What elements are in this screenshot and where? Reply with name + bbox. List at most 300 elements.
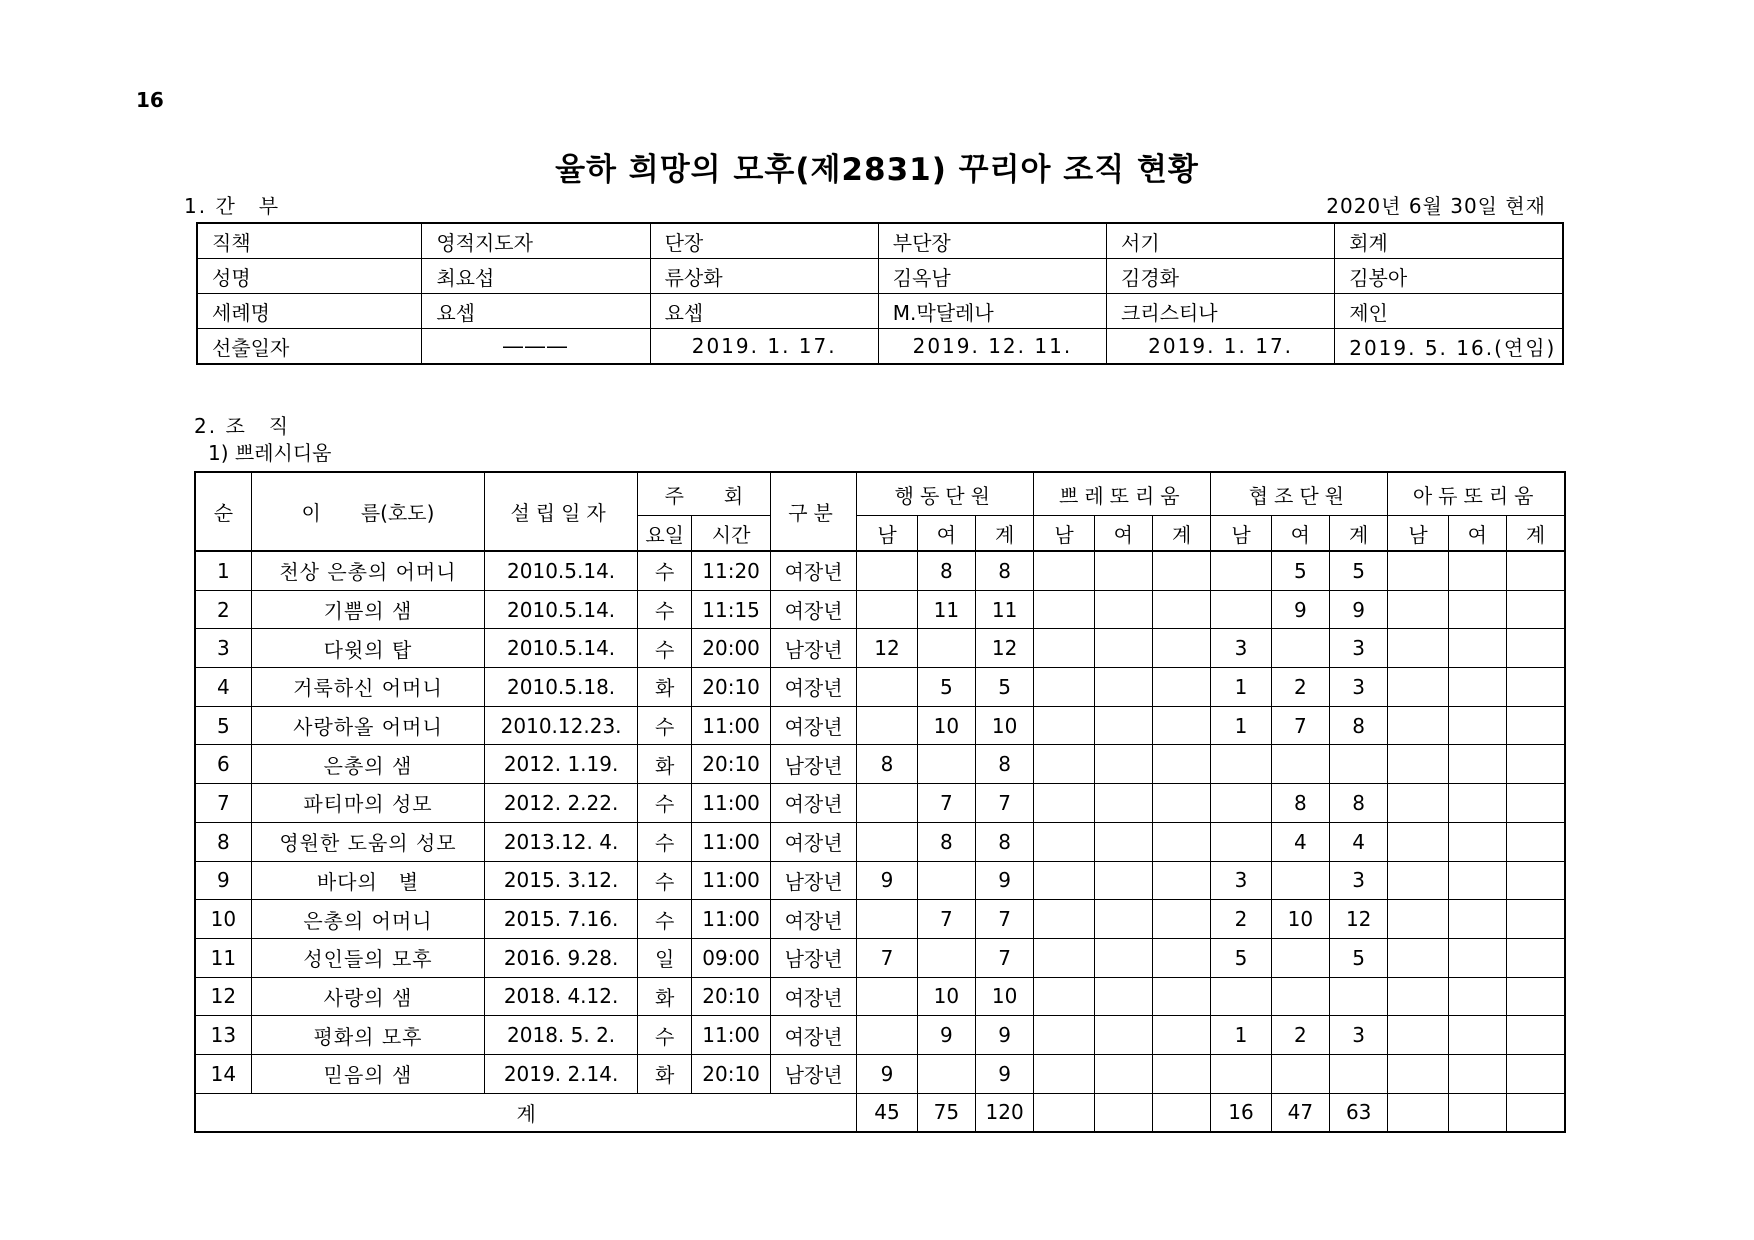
header-total: 계 — [1152, 516, 1210, 552]
auxiliary-male: 1 — [1211, 706, 1271, 745]
praesidium-name: 사랑하올 어머니 — [251, 706, 484, 745]
adjutorium-female — [1448, 977, 1506, 1016]
pretorium-female — [1094, 822, 1152, 861]
pretorium-male — [1034, 1054, 1094, 1093]
auxiliary-female: 2 — [1271, 668, 1329, 707]
active-female — [917, 629, 975, 668]
praesidium-name: 믿음의 샘 — [251, 1054, 484, 1093]
pretorium-total — [1152, 900, 1210, 939]
pretorium-total — [1152, 745, 1210, 784]
auxiliary-female: 10 — [1271, 900, 1329, 939]
active-total: 5 — [975, 668, 1033, 707]
auxiliary-total: 3 — [1330, 861, 1388, 900]
officers-row-label — [197, 223, 422, 259]
praesidium-name: 파티마의 성모 — [251, 784, 484, 823]
auxiliary-male: 3 — [1211, 861, 1271, 900]
adjutorium-total — [1507, 590, 1566, 629]
founded-date: 2010.5.14. — [485, 551, 638, 590]
pretorium-total — [1152, 551, 1210, 590]
cell-text: 부단장 — [892, 230, 951, 255]
adjutorium-female — [1448, 900, 1506, 939]
praesidium-name: 평화의 모후 — [251, 1016, 484, 1055]
founded-date: 2010.5.14. — [485, 629, 638, 668]
table-row — [195, 822, 1565, 861]
row-number: 6 — [195, 745, 251, 784]
adjutorium-female — [1448, 861, 1506, 900]
cell-text: M.막달레나 — [892, 300, 994, 325]
active-total: 10 — [975, 706, 1033, 745]
pretorium-male — [1034, 822, 1094, 861]
active-total: 7 — [975, 938, 1033, 977]
active-female — [917, 1054, 975, 1093]
category: 남장년 — [770, 629, 857, 668]
table-row — [195, 1016, 1565, 1055]
meeting-time: 09:00 — [692, 938, 770, 977]
officers-column-header — [1335, 223, 1563, 259]
auxiliary-male: 5 — [1211, 938, 1271, 977]
adjutorium-total — [1507, 706, 1566, 745]
active-male — [857, 900, 917, 939]
meeting-weekday: 화 — [638, 745, 692, 784]
adjutorium-male — [1388, 977, 1448, 1016]
cell-text: 제인 — [1349, 300, 1388, 325]
active-female: 8 — [917, 822, 975, 861]
praesidium-name: 사랑의 샘 — [251, 977, 484, 1016]
meeting-weekday: 화 — [638, 668, 692, 707]
auxiliary-total: 8 — [1330, 784, 1388, 823]
total-active-male: 45 — [857, 1093, 917, 1132]
adjutorium-total — [1507, 977, 1566, 1016]
active-male: 8 — [857, 745, 917, 784]
meeting-time: 11:00 — [692, 861, 770, 900]
pretorium-male — [1034, 668, 1094, 707]
pretorium-female — [1094, 706, 1152, 745]
officers-cell — [878, 259, 1106, 294]
total-adjutorium-male — [1388, 1093, 1448, 1132]
adjutorium-total — [1507, 1016, 1566, 1055]
total-pretorium-female — [1094, 1093, 1152, 1132]
header-category: 구분 — [770, 472, 857, 551]
adjutorium-male — [1388, 1054, 1448, 1093]
active-total: 10 — [975, 977, 1033, 1016]
founded-date: 2018. 4.12. — [485, 977, 638, 1016]
adjutorium-total — [1507, 938, 1566, 977]
active-female: 5 — [917, 668, 975, 707]
table-row — [195, 977, 1565, 1016]
officers-cell — [650, 294, 878, 329]
total-auxiliary-female: 47 — [1271, 1093, 1329, 1132]
pretorium-male — [1034, 900, 1094, 939]
pretorium-female — [1094, 668, 1152, 707]
category: 여장년 — [770, 784, 857, 823]
pretorium-male — [1034, 1016, 1094, 1055]
auxiliary-female: 2 — [1271, 1016, 1329, 1055]
auxiliary-male — [1211, 590, 1271, 629]
praesidium-name: 천상 은총의 어머니 — [251, 551, 484, 590]
auxiliary-female — [1271, 1054, 1329, 1093]
cell-text: 서기 — [1121, 230, 1160, 255]
active-female: 10 — [917, 977, 975, 1016]
section1-heading: 1. 간 부 — [184, 194, 281, 218]
table-row — [195, 784, 1565, 823]
meeting-weekday: 수 — [638, 822, 692, 861]
adjutorium-total — [1507, 1054, 1566, 1093]
auxiliary-female — [1271, 938, 1329, 977]
auxiliary-male — [1211, 1054, 1271, 1093]
auxiliary-male — [1211, 977, 1271, 1016]
auxiliary-female: 7 — [1271, 706, 1329, 745]
auxiliary-male: 2 — [1211, 900, 1271, 939]
active-male: 9 — [857, 1054, 917, 1093]
meeting-time: 20:10 — [692, 745, 770, 784]
category: 여장년 — [770, 668, 857, 707]
officers-cell — [1107, 259, 1335, 294]
officers-row-label — [197, 329, 422, 365]
active-male — [857, 1016, 917, 1055]
adjutorium-male — [1388, 938, 1448, 977]
pretorium-female — [1094, 938, 1152, 977]
table-row — [195, 861, 1565, 900]
cell-text: 2019. 12. 11. — [912, 334, 1073, 358]
active-total: 9 — [975, 1016, 1033, 1055]
header-founded: 설립일자 — [485, 472, 638, 551]
officers-cell — [422, 259, 650, 294]
auxiliary-total: 4 — [1330, 822, 1388, 861]
header-adjutorium: 아듀또리움 — [1388, 472, 1565, 516]
category: 남장년 — [770, 745, 857, 784]
total-active-female: 75 — [917, 1093, 975, 1132]
meeting-time: 11:15 — [692, 590, 770, 629]
meeting-weekday: 수 — [638, 590, 692, 629]
row-number: 13 — [195, 1016, 251, 1055]
meeting-time: 11:00 — [692, 706, 770, 745]
cell-text: 성명 — [212, 265, 251, 290]
table-row — [195, 590, 1565, 629]
active-female: 7 — [917, 784, 975, 823]
active-female — [917, 745, 975, 784]
header-male: 남 — [1211, 516, 1271, 552]
pretorium-male — [1034, 861, 1094, 900]
auxiliary-female: 4 — [1271, 822, 1329, 861]
auxiliary-total: 5 — [1330, 551, 1388, 590]
auxiliary-male — [1211, 745, 1271, 784]
category: 여장년 — [770, 551, 857, 590]
meeting-time: 20:00 — [692, 629, 770, 668]
cell-text: 크리스티나 — [1121, 300, 1218, 325]
praesidium-name: 거룩하신 어머니 — [251, 668, 484, 707]
auxiliary-total — [1330, 1054, 1388, 1093]
adjutorium-male — [1388, 822, 1448, 861]
pretorium-female — [1094, 861, 1152, 900]
row-number: 14 — [195, 1054, 251, 1093]
header-male: 남 — [1388, 516, 1448, 552]
header-pretorium: 쁘레또리움 — [1034, 472, 1211, 516]
meeting-weekday: 수 — [638, 784, 692, 823]
category: 여장년 — [770, 706, 857, 745]
meeting-time: 11:20 — [692, 551, 770, 590]
adjutorium-total — [1507, 745, 1566, 784]
auxiliary-total — [1330, 977, 1388, 1016]
officers-row — [197, 259, 1563, 294]
pretorium-female — [1094, 629, 1152, 668]
praesidium-name: 은총의 샘 — [251, 745, 484, 784]
row-number: 9 — [195, 861, 251, 900]
founded-date: 2010.5.18. — [485, 668, 638, 707]
pretorium-male — [1034, 629, 1094, 668]
founded-date: 2012. 2.22. — [485, 784, 638, 823]
header-female: 여 — [1094, 516, 1152, 552]
adjutorium-male — [1388, 784, 1448, 823]
adjutorium-female — [1448, 551, 1506, 590]
active-male — [857, 590, 917, 629]
cell-text: 2019. 1. 17. — [691, 334, 837, 358]
auxiliary-female — [1271, 745, 1329, 784]
pretorium-total — [1152, 1016, 1210, 1055]
active-female: 9 — [917, 1016, 975, 1055]
founded-date: 2012. 1.19. — [485, 745, 638, 784]
header-active-members: 행동단원 — [857, 472, 1034, 516]
header-weekly-meeting: 주 회 — [638, 472, 771, 516]
officers-cell — [1107, 294, 1335, 329]
founded-date: 2019. 2.14. — [485, 1054, 638, 1093]
row-number: 4 — [195, 668, 251, 707]
active-total: 8 — [975, 822, 1033, 861]
meeting-weekday: 일 — [638, 938, 692, 977]
meeting-time: 11:00 — [692, 1016, 770, 1055]
adjutorium-female — [1448, 629, 1506, 668]
page-title: 율하 희망의 모후(제2831) 꾸리아 조직 현황 — [555, 152, 1199, 188]
officers-column-header — [1107, 223, 1335, 259]
meeting-weekday: 수 — [638, 706, 692, 745]
active-total: 11 — [975, 590, 1033, 629]
active-total: 7 — [975, 900, 1033, 939]
adjutorium-total — [1507, 629, 1566, 668]
total-adjutorium-female — [1448, 1093, 1506, 1132]
section2-heading: 2. 조 직 — [194, 414, 291, 438]
meeting-weekday: 수 — [638, 551, 692, 590]
cell-text: 2019. 5. 16.(연임) — [1349, 335, 1557, 360]
meeting-time: 11:00 — [692, 900, 770, 939]
active-male — [857, 706, 917, 745]
pretorium-male — [1034, 706, 1094, 745]
pretorium-total — [1152, 861, 1210, 900]
meeting-weekday: 수 — [638, 900, 692, 939]
praesidium-name: 영원한 도움의 성모 — [251, 822, 484, 861]
adjutorium-female — [1448, 784, 1506, 823]
officers-row-label — [197, 259, 422, 294]
cell-text: 2019. 1. 17. — [1148, 334, 1294, 358]
cell-text: 류상화 — [664, 265, 723, 290]
active-total: 8 — [975, 551, 1033, 590]
table-row — [195, 745, 1565, 784]
row-number: 8 — [195, 822, 251, 861]
officers-cell — [878, 294, 1106, 329]
total-active-total: 120 — [975, 1093, 1033, 1132]
active-male — [857, 668, 917, 707]
pretorium-male — [1034, 590, 1094, 629]
adjutorium-total — [1507, 822, 1566, 861]
page-number: 16 — [136, 88, 164, 112]
table-row — [195, 938, 1565, 977]
row-number: 5 — [195, 706, 251, 745]
officers-cell — [1107, 329, 1335, 365]
adjutorium-total — [1507, 900, 1566, 939]
auxiliary-total: 8 — [1330, 706, 1388, 745]
auxiliary-male — [1211, 822, 1271, 861]
auxiliary-female — [1271, 629, 1329, 668]
auxiliary-male: 3 — [1211, 629, 1271, 668]
officers-column-header — [422, 223, 650, 259]
adjutorium-total — [1507, 861, 1566, 900]
praesidium-name: 기쁨의 샘 — [251, 590, 484, 629]
pretorium-male — [1034, 551, 1094, 590]
total-auxiliary-male: 16 — [1211, 1093, 1271, 1132]
officers-header-row — [197, 223, 1563, 259]
officers-row-label — [197, 294, 422, 329]
founded-date: 2015. 7.16. — [485, 900, 638, 939]
officers-cell — [422, 294, 650, 329]
adjutorium-female — [1448, 745, 1506, 784]
officers-cell — [422, 329, 650, 365]
officers-cell — [1335, 329, 1563, 365]
adjutorium-male — [1388, 1016, 1448, 1055]
officers-row — [197, 294, 1563, 329]
row-number: 10 — [195, 900, 251, 939]
active-male: 7 — [857, 938, 917, 977]
pretorium-male — [1034, 977, 1094, 1016]
auxiliary-total — [1330, 745, 1388, 784]
pretorium-female — [1094, 784, 1152, 823]
row-number: 1 — [195, 551, 251, 590]
auxiliary-total: 5 — [1330, 938, 1388, 977]
active-total: 7 — [975, 784, 1033, 823]
category: 여장년 — [770, 590, 857, 629]
row-number: 3 — [195, 629, 251, 668]
praesidium-subheading: 1) 쁘레시디움 — [208, 441, 332, 465]
founded-date: 2010.12.23. — [485, 706, 638, 745]
category: 남장년 — [770, 938, 857, 977]
active-female — [917, 938, 975, 977]
cell-text: 요셉 — [664, 300, 704, 325]
officers-table — [196, 222, 1564, 365]
founded-date: 2016. 9.28. — [485, 938, 638, 977]
adjutorium-female — [1448, 1054, 1506, 1093]
auxiliary-female — [1271, 977, 1329, 1016]
header-female: 여 — [1271, 516, 1329, 552]
praesidium-name: 성인들의 모후 — [251, 938, 484, 977]
table-row — [195, 706, 1565, 745]
as-of-date: 2020년 6월 30일 현재 — [1326, 194, 1546, 218]
pretorium-female — [1094, 745, 1152, 784]
adjutorium-male — [1388, 745, 1448, 784]
officers-cell — [650, 329, 878, 365]
pretorium-total — [1152, 668, 1210, 707]
auxiliary-male — [1211, 551, 1271, 590]
category: 여장년 — [770, 977, 857, 1016]
header-male: 남 — [1034, 516, 1094, 552]
praesidium-name: 다윗의 탑 — [251, 629, 484, 668]
cell-text: 회계 — [1349, 230, 1388, 255]
officers-row — [197, 329, 1563, 365]
cell-text: 김봉아 — [1349, 265, 1408, 290]
pretorium-total — [1152, 822, 1210, 861]
meeting-time: 11:00 — [692, 822, 770, 861]
officers-cell — [1335, 294, 1563, 329]
meeting-time: 20:10 — [692, 977, 770, 1016]
auxiliary-female: 9 — [1271, 590, 1329, 629]
pretorium-male — [1034, 784, 1094, 823]
category: 여장년 — [770, 900, 857, 939]
header-weekday: 요일 — [638, 516, 692, 552]
active-female: 8 — [917, 551, 975, 590]
active-male — [857, 784, 917, 823]
meeting-time: 20:10 — [692, 1054, 770, 1093]
adjutorium-female — [1448, 938, 1506, 977]
table-row — [195, 629, 1565, 668]
meeting-weekday: 수 — [638, 861, 692, 900]
pretorium-total — [1152, 977, 1210, 1016]
pretorium-female — [1094, 590, 1152, 629]
meeting-weekday: 수 — [638, 1016, 692, 1055]
officers-cell — [1335, 259, 1563, 294]
active-female — [917, 861, 975, 900]
adjutorium-total — [1507, 551, 1566, 590]
header-total: 계 — [1507, 516, 1566, 552]
officers-column-header — [650, 223, 878, 259]
header-total: 계 — [975, 516, 1033, 552]
total-adjutorium-total — [1507, 1093, 1566, 1132]
adjutorium-female — [1448, 706, 1506, 745]
meeting-time: 20:10 — [692, 668, 770, 707]
total-auxiliary-total: 63 — [1330, 1093, 1388, 1132]
pretorium-total — [1152, 1054, 1210, 1093]
pretorium-female — [1094, 551, 1152, 590]
header-auxiliary-members: 협조단원 — [1211, 472, 1388, 516]
adjutorium-female — [1448, 822, 1506, 861]
active-total: 12 — [975, 629, 1033, 668]
row-number: 11 — [195, 938, 251, 977]
table-row — [195, 551, 1565, 590]
cell-text: ――― — [502, 334, 569, 358]
header-male: 남 — [857, 516, 917, 552]
pretorium-male — [1034, 745, 1094, 784]
founded-date: 2018. 5. 2. — [485, 1016, 638, 1055]
cell-text: 단장 — [664, 230, 704, 255]
auxiliary-female: 5 — [1271, 551, 1329, 590]
category: 남장년 — [770, 1054, 857, 1093]
auxiliary-female — [1271, 861, 1329, 900]
cell-text: 요셉 — [436, 300, 475, 325]
pretorium-female — [1094, 977, 1152, 1016]
active-male — [857, 551, 917, 590]
row-number: 2 — [195, 590, 251, 629]
adjutorium-total — [1507, 668, 1566, 707]
total-pretorium-total — [1152, 1093, 1210, 1132]
cell-text: 선출일자 — [212, 335, 290, 360]
auxiliary-total: 9 — [1330, 590, 1388, 629]
pretorium-total — [1152, 938, 1210, 977]
category: 여장년 — [770, 1016, 857, 1055]
auxiliary-female: 8 — [1271, 784, 1329, 823]
adjutorium-total — [1507, 784, 1566, 823]
praesidium-table — [194, 471, 1566, 1133]
active-female: 7 — [917, 900, 975, 939]
table-row — [195, 900, 1565, 939]
officers-cell — [650, 259, 878, 294]
active-total: 9 — [975, 1054, 1033, 1093]
founded-date: 2013.12. 4. — [485, 822, 638, 861]
header-total: 계 — [1330, 516, 1388, 552]
